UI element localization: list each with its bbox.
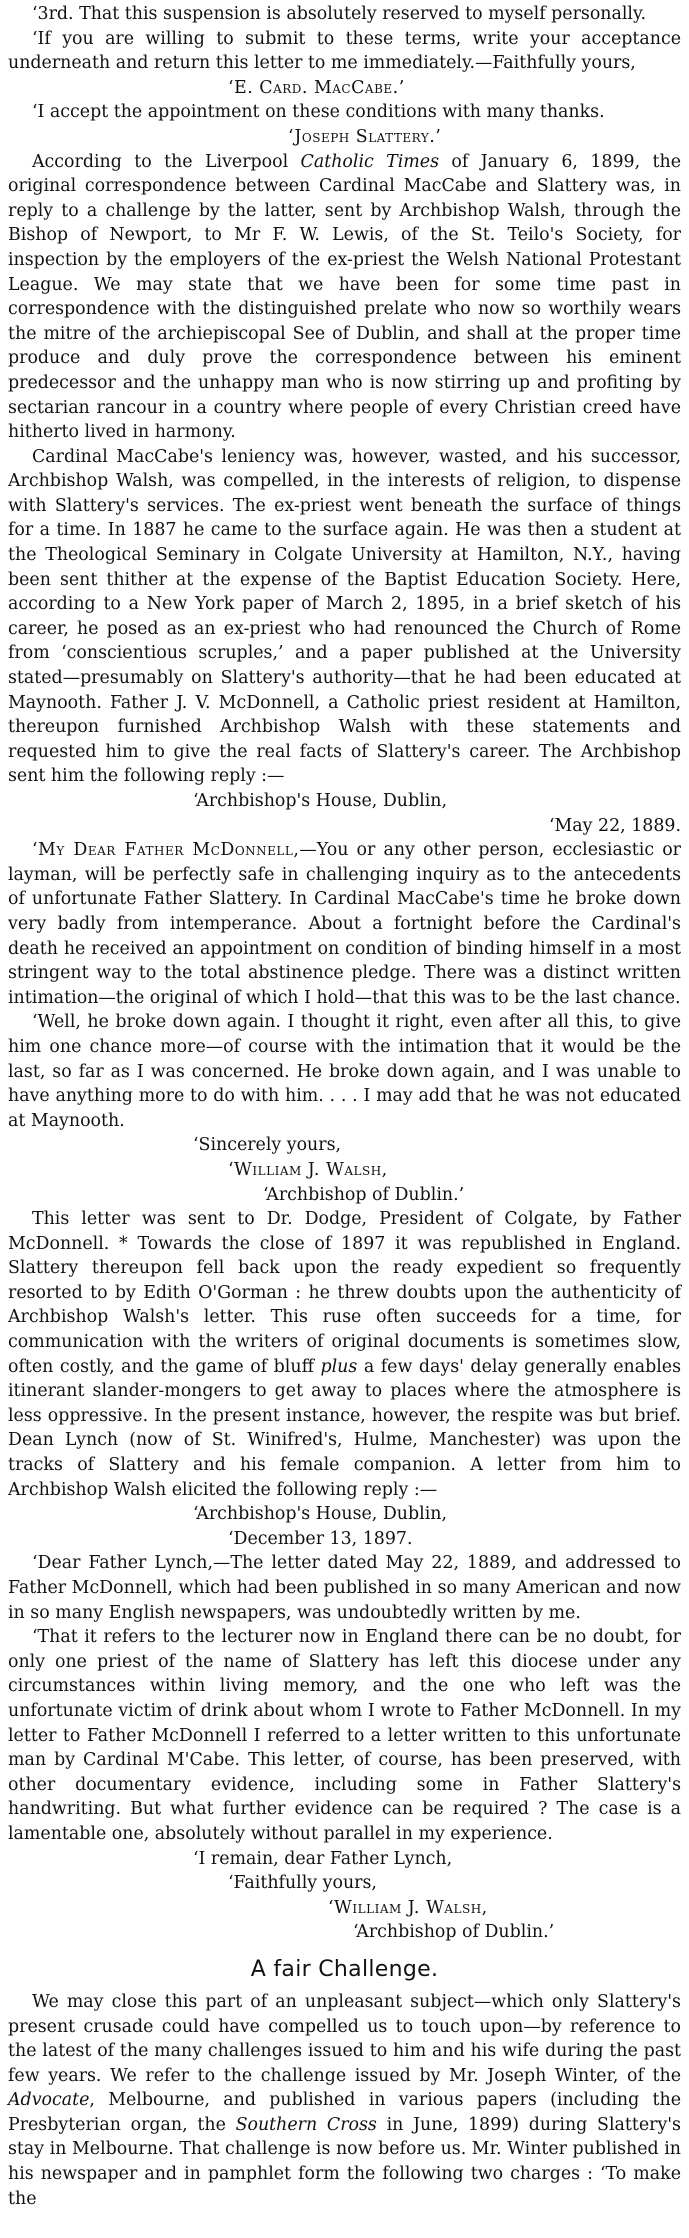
text-run: a few days' delay generally enables itinerant slander-mongers to get away to places where the atmosphere is less oppressive. In the present instance, however, the respite was but brief. Dean Lynch (now of St. Winifred's, Hulme, Manchester) was upon the tracks of Slattery and his female companion. A letter from him to Archbishop Walsh elicited the following reply :— [8, 1356, 681, 1500]
signature-walsh: ‘William J. Walsh, [228, 1159, 388, 1180]
letter-salutation: ‘My Dear Father McDonnell, [32, 840, 300, 861]
letter-paragraph [8, 838, 681, 1010]
signature-title: ‘Archbishop of Dublin.’ [263, 1184, 465, 1205]
paragraph: Cardinal MacCabe's leniency was, however, wasted, and his successor, Archbishop Walsh, was compelled, in the interests of religion, to dispense with Slattery's services. The ex-priest went beneath the surface of things for a time. In 1887 he came to the surface again. He was then a student at the Theological Seminary in Colgate University at Hamilton, N.Y., having been sent thither at the expense of the Baptist Education Society. Here, according to a New York paper of March 2, 1895, in a brief sketch of his career, he posed as an ex-priest who had renounced the Church of Rome from ‘conscientious scruples,’ and a paper published at the University stated—presumably on Slattery's authority—that he had been educated at Maynooth. Father J. V. McDonnell, a Catholic priest resident at Hamilton, thereupon furnished Archbishop Walsh with these statements and requested him to give the real facts of Slattery's career. The Archbishop sent him the following reply :— [8, 446, 681, 787]
paragraph: ‘That it refers to the lecturer now in England there can be no doubt, for only one priest of the name of Slattery has left this diocese under any circumstances within living memory, and the one who left was the unfortunate victim of drink about whom I wrote to Father McDonnell. In my letter to Father McDonnell I referred to a letter written to this unfortunate man by Cardinal M'Cabe. This letter, of course, has been preserved, with other documentary evidence, including some in Father Slattery's handwriting. But what further evidence can be required ? The case is a lamentable one, absolutely without parallel in my experience. [8, 1627, 681, 1844]
paragraph: ‘3rd. That this suspension is absolutely reserved to myself personally. [32, 4, 647, 24]
paragraph-dodge [8, 1207, 681, 1502]
publication-name: Advocate [8, 2090, 90, 2111]
letter-closing: ‘I remain, dear Father Lynch, [193, 1848, 453, 1869]
article-column [8, 2, 681, 2211]
publication-name: Southern Cross [235, 2114, 377, 2135]
paragraph: ‘Well, he broke down again. I thought it right, even after all this, to give him one chance more—of course with the intimation that it would be the last, so far as I was concerned. He broke down again, and I was unable to have anything more to do with him. . . . I may add that he was not educated at Maynooth. [8, 1012, 681, 1131]
text-run: We may close this part of an unpleasant subject—which only Slattery's present crusade could have compelled us to touch upon—by reference to the latest of the many challenges issued to him and his wife during the past few years. We refer to the challenge issued by Mr. Joseph Winter, of the [8, 1991, 681, 2086]
letter-address: ‘Archbishop's House, Dublin, [193, 791, 447, 811]
text-run: —You or any other person, ecclesiastic or layman, will be perfectly safe in challenging inquiry as to the antecedents of unfortunate Father Slattery. In Cardinal MacCabe's time he broke down very badly from intemperance. About a fortnight before the Cardinal's death he received an appointment on condition of binding himself in a most stringent way to the total abstinence pledge. There was a distinct written intimation—the original of which I hold—that this was to be the last chance. [8, 840, 681, 1008]
publication-name: Catholic Times [300, 151, 440, 172]
signature-maccabe: ‘E. Card. MacCabe.’ [228, 77, 405, 98]
signature-slattery: ‘Joseph Slattery.’ [288, 126, 442, 147]
letter-closing: ‘Faithfully yours, [228, 1873, 377, 1894]
text-run: , Melbourne, and published in various papers (including the Presbyterian organ, the [8, 2090, 681, 2135]
text-run: in June, 1899) during Slattery's stay in Melbourne. That challenge is now before us. Mr. Winter published in his newspaper and in pamphlet form the following two charges : ‘To make the [8, 2114, 681, 2209]
signature-walsh: ‘William J. Walsh, [328, 1897, 488, 1918]
paragraph-challenge [8, 1990, 681, 2211]
paragraph: ‘I accept the appointment on these conditions with many thanks. [32, 102, 605, 123]
letter-address: ‘Archbishop's House, Dublin, [193, 1504, 447, 1525]
section-heading: A fair Challenge. [250, 1956, 439, 1982]
letter-date: ‘December 13, 1897. [228, 1528, 413, 1549]
text-run: of January 6, 1899, the original correspondence between Cardinal MacCabe and Slattery was, in reply to a challenge by the latter, sent by Archbishop Walsh, through the Bishop of Newport, to Mr F. W. Lewis, of the St. Teilo's Society, for inspection by the employers of the ex-priest the Welsh National Protestant League. We may state that we have been for some time past in correspondence with the distinguished prelate who now so worthily wears the mitre of the archiepiscopal See of Dublin, and shall at the proper time produce and duly prove the correspondence between his eminent predecessor and the unhappy man who is now stirring up and profiting by sectarian rancour in a country where people of every Christian creed have hitherto lived in harmony. [8, 151, 682, 443]
emphasis: plus [320, 1356, 358, 1377]
paragraph: ‘If you are willing to submit to these terms, write your acceptance underneath and return this letter to me immediately.—Faithfully yours, [8, 28, 681, 74]
signature-title: ‘Archbishop of Dublin.’ [353, 1922, 555, 1943]
text-run: This letter was sent to Dr. Dodge, President of Colgate, by Father McDonnell. * Towards the close of 1897 it was republished in England. Slattery thereupon fell back upon the ready expedient so frequently resorted to by Edith O'Gorman : he threw doubts upon the authenticity of Archbishop Walsh's letter. This ruse often succeeds for a time, for communication with the writers of original documents is sometimes slow, often costly, and the game of bluff [8, 1209, 681, 1377]
text-run: According to the Liverpool [32, 151, 301, 172]
letter-date: ‘May 22, 1889. [548, 815, 681, 836]
paragraph: ‘Dear Father Lynch,—The letter dated May 22, 1889, and addressed to Father McDonnell, which had been published in so many American and now in so many English newspapers, was undoubtedly written by me. [8, 1553, 681, 1623]
letter-closing: ‘Sincerely yours, [193, 1135, 342, 1156]
paragraph-catholic-times [8, 150, 681, 445]
